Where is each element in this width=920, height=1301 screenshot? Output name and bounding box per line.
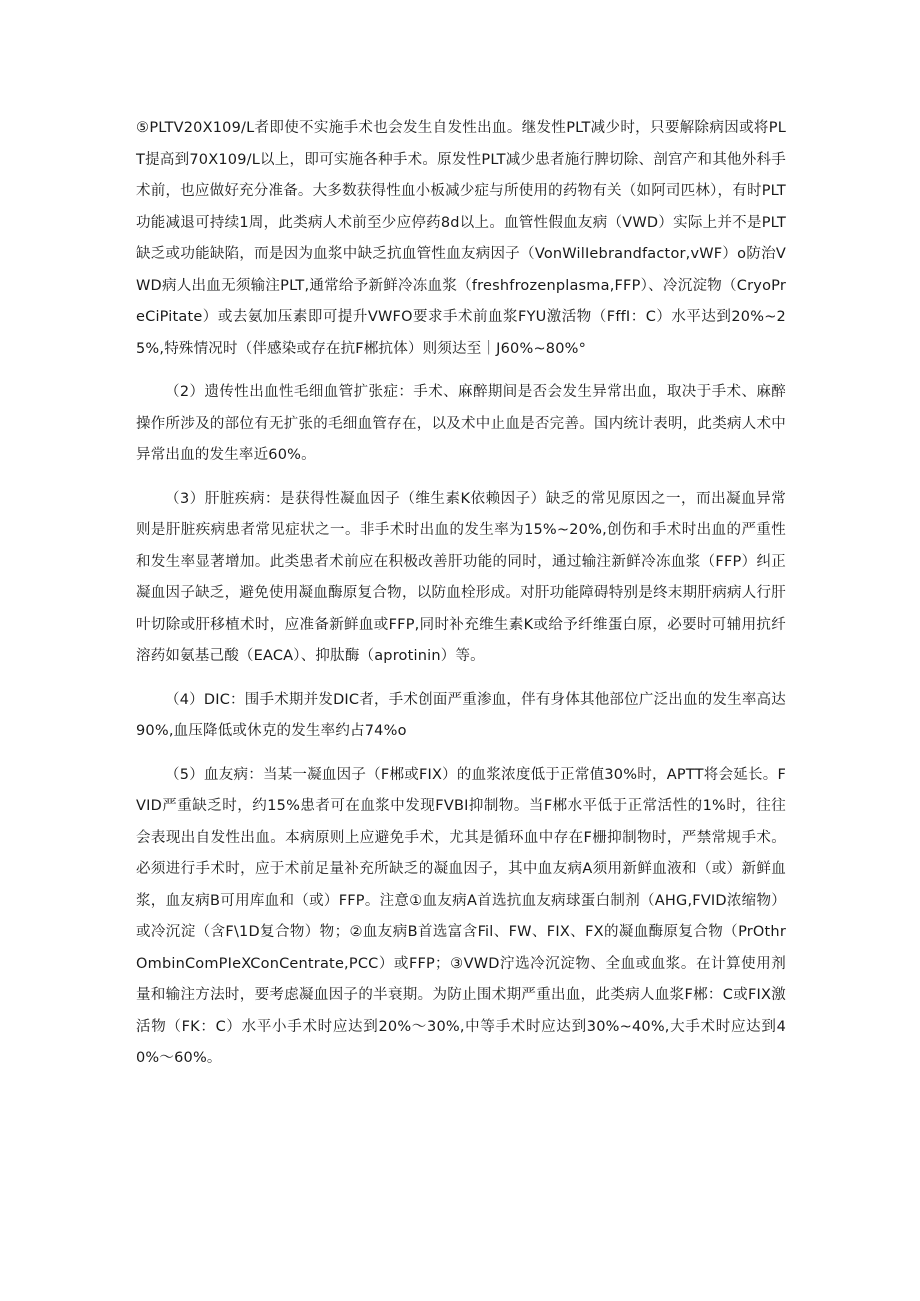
paragraph-liver-disease: （3）肝脏疾病：是获得性凝血因子（维生素K依赖因子）缺乏的常见原因之一，而出凝血异常则是肝脏疾病患者常见症状之一。非手术时出血的发生率为15%~20%,创伤和手术时出血的严重性和发生率显著增加。此类患者术前应在积极改善肝功能的同时，通过输注新鲜冷冻血浆（FFP）纠正凝血因子缺乏，避免使用凝血酶原复合物，以防血栓形成。对肝功能障碍特别是终末期肝病病人行肝叶切除或肝移植术时，应准备新鲜血或FFP,同时补充维生素K或给予纤维蛋白原，必要时可辅用抗纤溶药如氨基己酸（EACA）、抑肽酶（aprotinin）等。 — [136, 490, 786, 664]
paragraph-telangiectasia: （2）遗传性出血性毛细血管扩张症：手术、麻醉期间是否会发生异常出血，取决于手术、麻醉操作所涉及的部位有无扩张的毛细血管存在，以及术中止血是否完善。国内统计表明，此类病人术中异常出血的发生率近60%。 — [136, 384, 786, 463]
paragraph-hemophilia: （5）血友病：当某一凝血因子（F郴或FIX）的血浆浓度低于正常值30%时，APTT将会延长。FVID严重缺乏时，约15%患者可在血浆中发现FVBI抑制物。当F郴水平低于正常活性的1%时，往往会表现出自发性出血。本病原则上应避免手术，尤其是循环血中存在F栅抑制物时，严禁常规手术。必须进行手术时，应于术前足量补充所缺乏的凝血因子，其中血友病A须用新鲜血液和（或）新鲜血浆，血友病B可用库血和（或）FFP。注意①血友病A首选抗血友病球蛋白制剂（AHG,FVID浓缩物）或冷沉淀（含F\1D复合物）物；②血友病B首选富含Fil、FW、FIX、FX的凝血酶原复合物（PrOthrOmbinComPIeXConCentrate,PCC）或FFP；③VWD泞选冷沉淀物、全血或血浆。在计算使用剂量和输注方法时，要考虑凝血因子的半衰期。为防止围术期严重出血，此类病人血浆F郴：C或FIX激活物（FK：C）水平小手术时应达到20%～30%,中等手术时应达到30%~40%,大手术时应达到40%～60%。 — [136, 766, 786, 1066]
paragraph-dic: （4）DIC：围手术期并发DIC者，手术创面严重渗血，伴有身体其他部位广泛出血的发生率高达90%,血压降低或休克的发生率约占74%o — [136, 691, 786, 739]
document-page — [136, 113, 786, 1075]
paragraph-plt-vwd: ⑤PLTV20X109/L者即使不实施手术也会发生自发性出血。继发性PLT减少时，只要解除病因或将PLT提高到70X109/L以上，即可实施各种手术。原发性PLT减少患者施行脾切除、剖宫产和其他外科手术前，也应做好充分准备。大多数获得性血小板减少症与所使用的药物有关（如阿司匹林），有时PLT功能减退可持续1周，此类病人术前至少应停药8d以上。血管性假血友病（VWD）实际上并不是PLT缺乏或功能缺陷，而是因为血浆中缺乏抗血管性血友病因子（VonWilIebrandfactor,vWF）o防治VWD病人出血无须输注PLT,通常给予新鲜冷冻血浆（freshfrozenplasma,FFP）、冷沉淀物（CryoPreCiPitate）或去氨加压素即可提升VWFO要求手术前血浆FYU激活物（FffI：C）水平达到20%~25%,特殊情况时（伴感染或存在抗F郴抗体）则须达至｜J60%~80%° — [136, 120, 786, 357]
